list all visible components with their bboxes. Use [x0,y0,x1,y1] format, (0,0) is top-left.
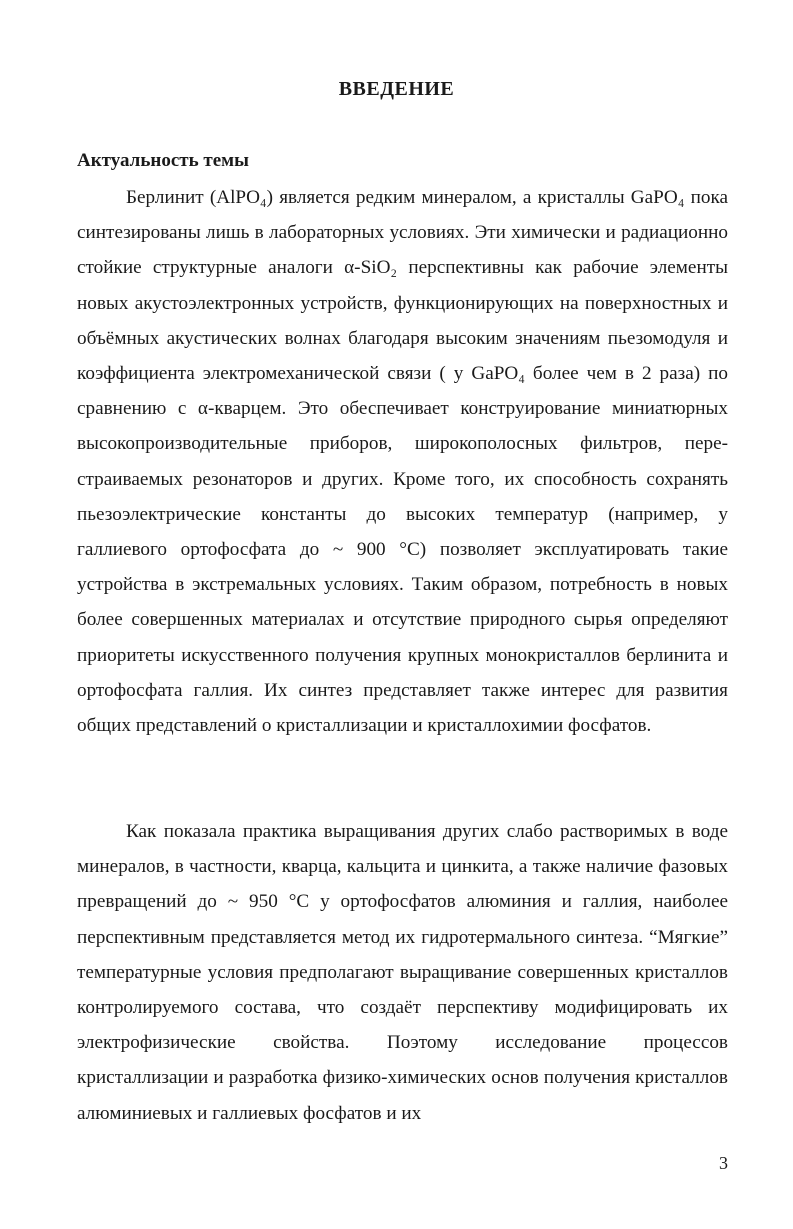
page-title: ВВЕДЕНИЕ [338,78,455,100]
paragraph-relevance: Берлинит (AlPO₄) является редким минералом, а кристаллы GaPO₄ пока синтезированы лишь в лабораторных условиях. Эти химически и радиационно стойкие структурные аналоги α-SiO₂ перспективны как рабочие элементы новых акустоэлектронных устройств, функционирующих на поверхностных и объёмных акустических волнах благодаря высоким значениям пьезомодуля и коэффициента электромеханической связи ( у GaPO₄ более чем в 2 раза) по сравнению с α-кварцем. Это обеспечивает конструирование миниатюрных высокопроизводительные приборов, широкополосных фильтров, перестраиваемых резонаторов и других. Кроме того, их способность сохранять пьезоэлектрические константы до высоких температур (например, у галлиевого ортофосфата до ~ 900 °С) позволяет эксплуатировать такие устройства в экстремальных условиях. Таким образом, потребность в новых более совершенных материалах и отсутствие природного сырья определяют приоритеты искусственного получения крупных монокристаллов берлинита и ортофосфата галлия. Их синтез представляет также интерес для развития общих представлений о кристаллизации и кристаллохимии фосфатов. [77,187,728,737]
page-number: 3 [719,1153,728,1173]
section-heading: Актуальность темы [77,150,249,171]
paragraph-synthesis: Как показала практика выращивания других слабо растворимых в воде минералов, в частности, кварца, кальцита и цинкита, а также наличие фазовых превращений до ~ 950 °С у ортофосфатов алюминия и галлия, наиболее перспективным представляется метод их гидротермального синтеза. “Мягкие” температурные условия предполагают выращивание совершенных кристаллов контролируемого состава, что создаёт перспективу модифицировать их электрофизические свойства. Поэтому исследование процессов кристаллизации и разработка физико-химических основ получения кристаллов алюминиевых и галлиевых фосфатов и их [77,821,728,1124]
